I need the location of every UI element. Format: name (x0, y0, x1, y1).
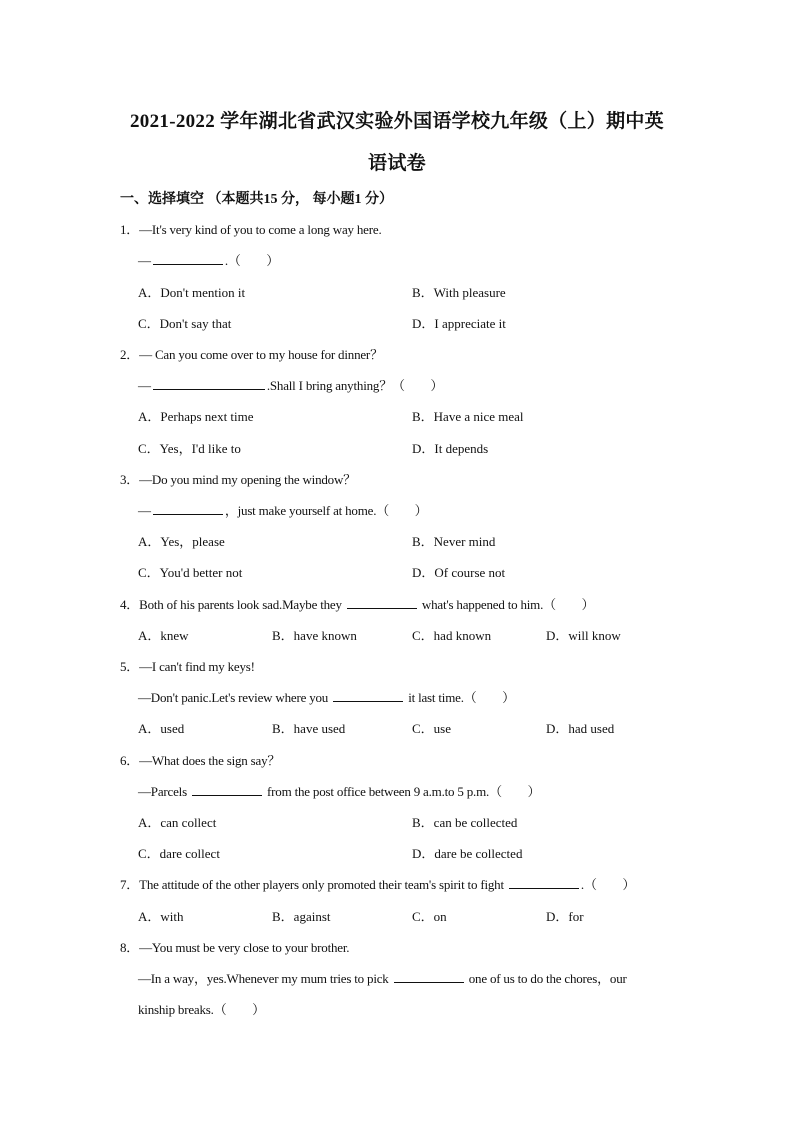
exam-title-line-1: 2021-2022 学年湖北省武汉实验外国语学校九年级（上）期中英 (130, 111, 664, 132)
question-8-reply (138, 968, 627, 987)
question-4-option-a: A．knew (138, 628, 189, 643)
question-5-reply (138, 687, 515, 706)
question-5-stem: 5．—I can't find my keys! (120, 659, 255, 674)
stem-suffix: .（ ） (580, 877, 636, 892)
answer-blank (333, 689, 403, 702)
question-7-stem (120, 874, 635, 893)
reply-suffix: .（ ） (224, 253, 280, 268)
section-heading: 一、选择填空 （本题共15 分， 每小题1 分） (120, 192, 393, 207)
answer-blank (153, 502, 223, 515)
question-6-option-a: A．can collect (138, 815, 217, 830)
exam-title-line-2: 语试卷 (368, 153, 426, 174)
reply-suffix: from the post office between 9 a.m.to 5 p.m.（ ） (264, 784, 541, 799)
question-5-option-c: C．use (412, 721, 452, 736)
question-3-option-a: A．Yes，please (138, 534, 225, 549)
question-8-stem: 8．—You must be very close to your brother. (120, 940, 350, 955)
reply-suffix: ，just make yourself at home.（ ） (224, 503, 428, 518)
question-6-option-d: D．dare be collected (412, 846, 523, 861)
answer-blank (153, 377, 265, 390)
question-5-option-d: D．had used (546, 721, 615, 736)
question-2-option-a: A．Perhaps next time (138, 409, 254, 424)
reply-prefix: — (138, 253, 151, 268)
stem-suffix: what's happened to him.（ ） (418, 597, 595, 612)
question-7-option-d: D．for (546, 909, 584, 924)
question-1-option-a: A．Don't mention it (138, 285, 246, 300)
question-3-option-c: C．You'd better not (138, 565, 243, 580)
question-3-option-b: B．Never mind (412, 534, 496, 549)
answer-blank (192, 783, 262, 796)
question-1-stem: 1．—It's very kind of you to come a long way here. (120, 222, 382, 237)
reply-suffix: one of us to do the chores，our (465, 971, 627, 986)
question-3-stem: 3．—Do you mind my opening the window？ (120, 472, 356, 487)
question-7-option-a: A．with (138, 909, 184, 924)
stem-prefix: 7．The attitude of the other players only promoted their team's spirit to fight (120, 877, 507, 892)
question-6-option-c: C．dare collect (138, 846, 220, 861)
question-3-option-d: D．Of course not (412, 565, 506, 580)
question-1-option-b: B．With pleasure (412, 285, 506, 300)
answer-blank (347, 596, 417, 609)
question-6-stem: 6．—What does the sign say？ (120, 753, 281, 768)
question-4-option-c: C．had known (412, 628, 492, 643)
question-7-option-c: C．on (412, 909, 447, 924)
question-5-option-a: A．used (138, 721, 185, 736)
question-2-reply (138, 375, 443, 394)
question-3-reply (138, 500, 427, 519)
reply-suffix: .Shall I bring anything？（ ） (266, 378, 444, 393)
question-8-continuation: kinship breaks.（ ） (138, 1002, 265, 1017)
question-7-option-b: B．against (272, 909, 331, 924)
reply-prefix: — (138, 503, 151, 518)
question-2-option-c: C．Yes，I'd like to (138, 441, 241, 456)
answer-blank (153, 252, 223, 265)
reply-prefix: —Don't panic.Let's review where you (138, 690, 332, 705)
question-4-option-b: B．have known (272, 628, 357, 643)
question-6-reply (138, 781, 540, 800)
reply-prefix: — (138, 378, 151, 393)
answer-blank (394, 970, 464, 983)
question-1-option-d: D．I appreciate it (412, 316, 506, 331)
reply-prefix: —Parcels (138, 784, 190, 799)
stem-prefix: 4．Both of his parents look sad.Maybe they (120, 597, 345, 612)
question-2-option-d: D．It depends (412, 441, 489, 456)
question-2-stem: 2．— Can you come over to my house for dinner？ (120, 347, 383, 362)
reply-suffix: it last time.（ ） (405, 690, 515, 705)
reply-prefix: —In a way，yes.Whenever my mum tries to pick (138, 971, 392, 986)
question-1-option-c: C．Don't say that (138, 316, 232, 331)
answer-blank (509, 876, 579, 889)
question-4-option-d: D．will know (546, 628, 621, 643)
question-6-option-b: B．can be collected (412, 815, 518, 830)
question-1-reply (138, 250, 279, 269)
question-4-stem (120, 594, 594, 613)
question-5-option-b: B．have used (272, 721, 346, 736)
question-2-option-b: B．Have a nice meal (412, 409, 524, 424)
